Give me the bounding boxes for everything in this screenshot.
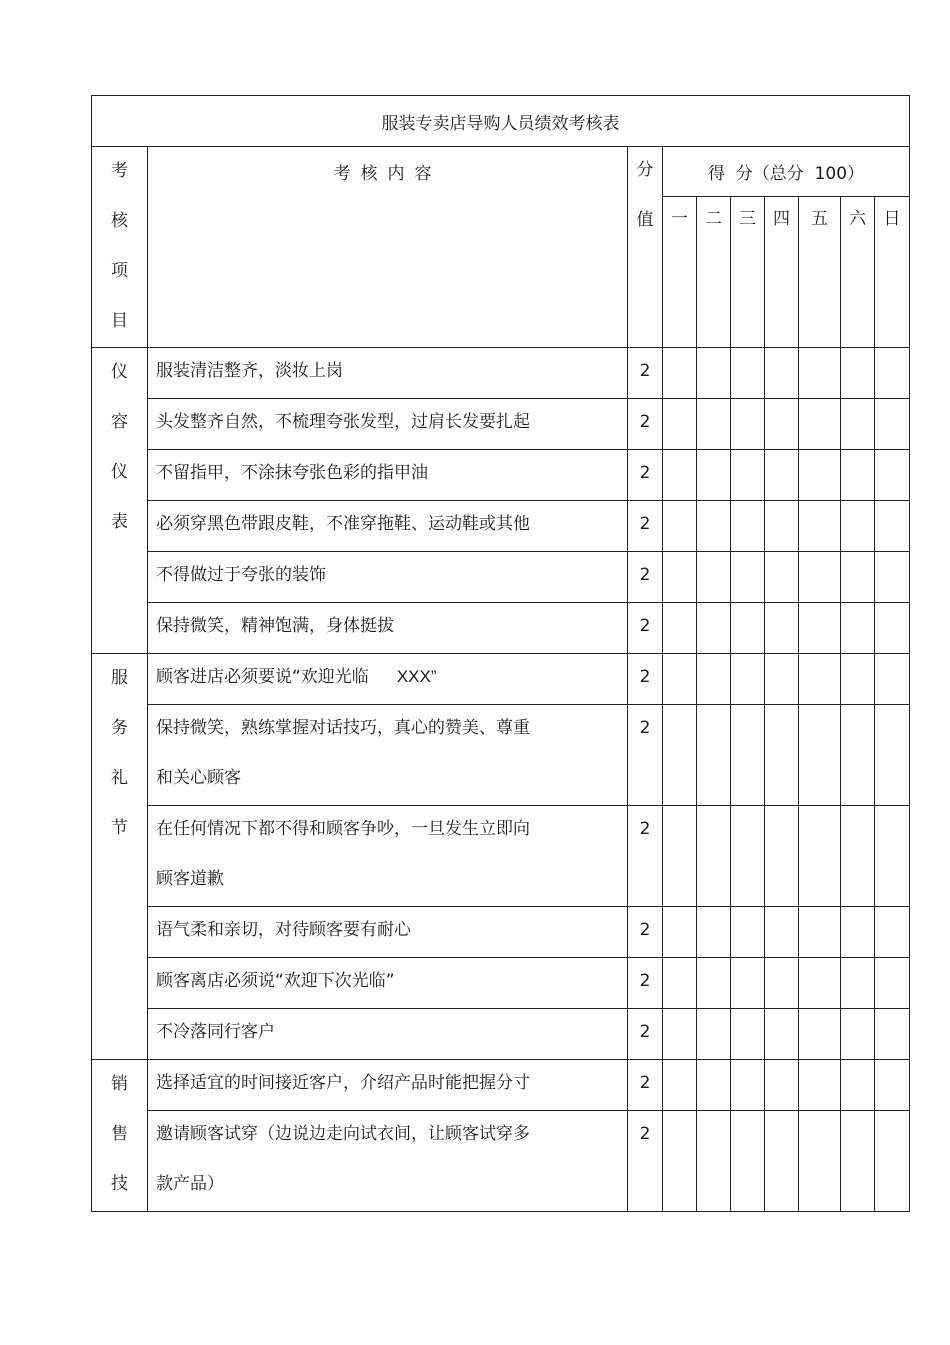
- criteria-text: [156, 1161, 627, 1211]
- value-cell: [628, 1009, 663, 1060]
- criteria-text: [156, 705, 627, 755]
- section-label-char: 容: [111, 412, 128, 432]
- criteria-text: [156, 1060, 627, 1110]
- score-cell[interactable]: [697, 552, 731, 603]
- header-content-label: [148, 147, 628, 348]
- value-text: 2: [639, 971, 651, 991]
- score-cell[interactable]: [799, 705, 841, 806]
- score-cell[interactable]: [799, 450, 841, 501]
- criteria-cell: [148, 501, 628, 552]
- score-cell[interactable]: [731, 806, 765, 907]
- score-cell[interactable]: [799, 552, 841, 603]
- value-cell: [628, 552, 663, 603]
- day-label: 四: [773, 209, 790, 230]
- section-label-char: 销: [111, 1074, 128, 1094]
- score-cell[interactable]: [799, 806, 841, 907]
- score-cell[interactable]: [663, 399, 697, 450]
- score-cell[interactable]: [765, 806, 799, 907]
- score-cell[interactable]: [875, 1111, 910, 1212]
- value-text: 2: [639, 565, 651, 585]
- score-cell[interactable]: [765, 399, 799, 450]
- score-cell[interactable]: [663, 501, 697, 552]
- score-cell[interactable]: [697, 958, 731, 1009]
- criteria-text: [156, 958, 627, 1008]
- criteria-text-body: 不冷落同行客户: [156, 1022, 275, 1042]
- criteria-text-body: 服装清洁整齐，淡妆上岗: [156, 361, 343, 381]
- value-cell: [628, 907, 663, 958]
- value-cell: [628, 1060, 663, 1111]
- table-row: [92, 907, 910, 958]
- score-cell[interactable]: [663, 1111, 697, 1212]
- score-cell[interactable]: [799, 958, 841, 1009]
- score-cell[interactable]: [875, 654, 910, 705]
- score-cell[interactable]: [875, 399, 910, 450]
- criteria-text-body: 和关心顾客: [156, 768, 241, 788]
- score-cell[interactable]: [841, 1009, 875, 1060]
- criteria-cell: [148, 654, 628, 705]
- score-cell[interactable]: [875, 907, 910, 958]
- score-cell[interactable]: [875, 806, 910, 907]
- day-header: [841, 197, 875, 348]
- score-cell[interactable]: [841, 501, 875, 552]
- score-cell[interactable]: [731, 603, 765, 654]
- criteria-text: [156, 907, 627, 957]
- score-cell[interactable]: [731, 348, 765, 399]
- value-text: 2: [639, 1022, 651, 1042]
- score-cell[interactable]: [841, 654, 875, 705]
- table-row: [92, 1009, 910, 1060]
- day-label: 五: [811, 209, 828, 230]
- day-label: 二: [705, 209, 722, 230]
- criteria-text-body: 不留指甲，不涂抹夸张色彩的指甲油: [156, 463, 428, 483]
- value-cell: [628, 958, 663, 1009]
- criteria-text-body: 不得做过于夸张的装饰: [156, 565, 326, 585]
- score-cell[interactable]: [765, 907, 799, 958]
- day-label: 一: [671, 209, 688, 230]
- value-text: 2: [639, 819, 651, 839]
- value-cell: [628, 1111, 663, 1212]
- score-cell[interactable]: [765, 1009, 799, 1060]
- day-label: 日: [883, 209, 901, 230]
- day-label: 六: [849, 209, 866, 230]
- section-label-char: 技: [111, 1174, 128, 1194]
- value-text: 2: [639, 1124, 651, 1144]
- criteria-text: [156, 755, 627, 805]
- form-title: 服装专卖店导购人员绩效考核表: [92, 96, 910, 147]
- score-cell[interactable]: [799, 603, 841, 654]
- score-cell[interactable]: [765, 1060, 799, 1111]
- score-cell[interactable]: [731, 1060, 765, 1111]
- score-cell[interactable]: [663, 1009, 697, 1060]
- score-cell[interactable]: [697, 603, 731, 654]
- score-cell[interactable]: [875, 1009, 910, 1060]
- score-cell[interactable]: [731, 552, 765, 603]
- criteria-cell: [148, 1111, 628, 1212]
- value-cell: [628, 501, 663, 552]
- table-row: [92, 1111, 910, 1212]
- criteria-text-body: 顾客道歉: [156, 869, 224, 889]
- score-cell[interactable]: [841, 907, 875, 958]
- score-cell[interactable]: [663, 958, 697, 1009]
- score-cell[interactable]: [663, 806, 697, 907]
- score-cell[interactable]: [875, 348, 910, 399]
- score-cell[interactable]: [663, 705, 697, 806]
- value-text: 2: [639, 616, 651, 636]
- table-row: [92, 552, 910, 603]
- score-cell[interactable]: [731, 907, 765, 958]
- section-label: [92, 1060, 148, 1212]
- score-cell[interactable]: [731, 705, 765, 806]
- table-row: [92, 654, 910, 705]
- score-cell[interactable]: [697, 399, 731, 450]
- day-header: [663, 197, 697, 348]
- score-cell[interactable]: [841, 348, 875, 399]
- day-header: [731, 197, 765, 348]
- score-cell[interactable]: [875, 450, 910, 501]
- criteria-text: [156, 348, 627, 398]
- score-cell[interactable]: [765, 1111, 799, 1212]
- score-cell[interactable]: [697, 450, 731, 501]
- score-cell[interactable]: [697, 1111, 731, 1212]
- criteria-cell: [148, 1060, 628, 1111]
- score-cell[interactable]: [765, 654, 799, 705]
- score-cell[interactable]: [765, 450, 799, 501]
- table-row: [92, 603, 910, 654]
- score-cell[interactable]: [875, 1060, 910, 1111]
- criteria-text: [156, 552, 627, 602]
- score-cell[interactable]: [663, 654, 697, 705]
- criteria-text-body: 选择适宜的时间接近客户，介绍产品时能把握分寸: [156, 1073, 530, 1093]
- value-cell: [628, 348, 663, 399]
- section-label-char: 仪: [111, 462, 128, 482]
- section-label-char: 服: [111, 668, 128, 688]
- day-header: [697, 197, 731, 348]
- score-cell[interactable]: [799, 654, 841, 705]
- value-text: 2: [639, 667, 651, 687]
- score-cell[interactable]: [765, 348, 799, 399]
- value-cell: [628, 705, 663, 806]
- criteria-text-body: 头发整齐自然，不梳理夸张发型，过肩长发要扎起: [156, 412, 530, 432]
- score-cell[interactable]: [731, 1009, 765, 1060]
- value-cell: [628, 654, 663, 705]
- score-cell[interactable]: [765, 501, 799, 552]
- day-header: [765, 197, 799, 348]
- value-cell: [628, 450, 663, 501]
- score-cell[interactable]: [765, 603, 799, 654]
- score-cell[interactable]: [663, 907, 697, 958]
- score-cell[interactable]: [841, 1060, 875, 1111]
- evaluation-form: [91, 95, 910, 1212]
- table-row: [92, 705, 910, 806]
- section-label-char: 表: [111, 512, 128, 532]
- value-text: 2: [639, 514, 651, 534]
- criteria-text-body: 款产品）: [156, 1174, 224, 1194]
- score-cell[interactable]: [663, 348, 697, 399]
- score-cell[interactable]: [841, 603, 875, 654]
- value-text: 2: [639, 920, 651, 940]
- criteria-cell: [148, 603, 628, 654]
- score-cell[interactable]: [697, 705, 731, 806]
- score-cell[interactable]: [731, 654, 765, 705]
- criteria-suffix: XXX”: [396, 667, 437, 686]
- criteria-cell: [148, 450, 628, 501]
- criteria-text: [156, 1009, 627, 1059]
- score-cell[interactable]: [875, 552, 910, 603]
- table-row: [92, 501, 910, 552]
- value-cell: [628, 806, 663, 907]
- table-row: [92, 1060, 910, 1111]
- header-item-char: 目: [111, 311, 128, 331]
- header-item-label: [92, 147, 148, 348]
- section-label-char: 售: [111, 1124, 128, 1144]
- criteria-text: [156, 501, 627, 551]
- score-cell[interactable]: [731, 1111, 765, 1212]
- score-cell[interactable]: [697, 1060, 731, 1111]
- score-cell[interactable]: [875, 705, 910, 806]
- value-text: 2: [639, 718, 651, 738]
- criteria-cell: [148, 348, 628, 399]
- criteria-text: [156, 856, 627, 906]
- table-row: [92, 450, 910, 501]
- score-cell[interactable]: [663, 450, 697, 501]
- value-text: 2: [639, 463, 651, 483]
- score-cell[interactable]: [799, 348, 841, 399]
- criteria-text: [156, 603, 627, 653]
- criteria-cell: [148, 907, 628, 958]
- score-cell[interactable]: [731, 399, 765, 450]
- criteria-text-body: 顾客进店必须要说“欢迎光临: [156, 667, 369, 687]
- score-cell[interactable]: [697, 1009, 731, 1060]
- score-cell[interactable]: [841, 450, 875, 501]
- score-cell[interactable]: [765, 552, 799, 603]
- criteria-text-body: 保持微笑，熟练掌握对话技巧，真心的赞美、尊重: [156, 718, 530, 738]
- table-row: [92, 399, 910, 450]
- section-label-char: 仪: [111, 362, 128, 382]
- table-row: [92, 958, 910, 1009]
- score-cell[interactable]: [841, 705, 875, 806]
- day-label: 三: [739, 209, 756, 230]
- value-text: 2: [639, 361, 651, 381]
- header-item-char: 项: [111, 261, 128, 281]
- score-cell[interactable]: [799, 1111, 841, 1212]
- criteria-cell: [148, 399, 628, 450]
- criteria-cell: [148, 705, 628, 806]
- score-cell[interactable]: [697, 654, 731, 705]
- score-cell[interactable]: [799, 399, 841, 450]
- table-row: [92, 348, 910, 399]
- header-content-text: 考核内容: [333, 164, 442, 184]
- score-cell[interactable]: [875, 603, 910, 654]
- day-header: [875, 197, 910, 348]
- score-cell[interactable]: [875, 958, 910, 1009]
- score-cell[interactable]: [697, 907, 731, 958]
- score-cell[interactable]: [697, 501, 731, 552]
- criteria-text-body: 邀请顾客试穿（边说边走向试衣间，让顾客试穿多: [156, 1124, 530, 1144]
- criteria-cell: [148, 552, 628, 603]
- criteria-text-body: 必须穿黑色带跟皮鞋，不准穿拖鞋、运动鞋或其他: [156, 514, 530, 534]
- day-header: [799, 197, 841, 348]
- score-cell[interactable]: [663, 1060, 697, 1111]
- section-label-char: 务: [111, 718, 128, 738]
- evaluation-table: [91, 95, 910, 1212]
- header-item-char: 考: [111, 161, 128, 181]
- criteria-cell: [148, 958, 628, 1009]
- score-cell[interactable]: [841, 958, 875, 1009]
- score-cell[interactable]: [799, 501, 841, 552]
- value-text: 2: [639, 412, 651, 432]
- value-text: 2: [639, 1073, 651, 1093]
- criteria-text-body: 保持微笑，精神饱满，身体挺拔: [156, 616, 394, 636]
- criteria-cell: [148, 806, 628, 907]
- section-label: [92, 348, 148, 654]
- score-cell[interactable]: [731, 450, 765, 501]
- table-row: [92, 806, 910, 907]
- score-cell[interactable]: [663, 552, 697, 603]
- score-cell[interactable]: [841, 552, 875, 603]
- score-cell[interactable]: [841, 399, 875, 450]
- header-value-char: 值: [636, 210, 654, 230]
- score-cell[interactable]: [799, 1060, 841, 1111]
- score-cell[interactable]: [765, 958, 799, 1009]
- score-cell[interactable]: [841, 1111, 875, 1212]
- header-value-label: [628, 147, 663, 348]
- score-cell[interactable]: [697, 348, 731, 399]
- score-cell[interactable]: [875, 501, 910, 552]
- criteria-text: [156, 399, 627, 449]
- criteria-text: [156, 654, 627, 704]
- score-cell[interactable]: [841, 806, 875, 907]
- header-value-char: 分: [636, 160, 654, 180]
- score-cell[interactable]: [731, 958, 765, 1009]
- value-cell: [628, 399, 663, 450]
- section-label-char: 礼: [111, 768, 128, 788]
- score-cell[interactable]: [731, 501, 765, 552]
- criteria-text-body: 语气柔和亲切，对待顾客要有耐心: [156, 920, 411, 940]
- criteria-text: [156, 450, 627, 500]
- score-cell[interactable]: [663, 603, 697, 654]
- criteria-cell: [148, 1009, 628, 1060]
- value-cell: [628, 603, 663, 654]
- criteria-text: [156, 1111, 627, 1161]
- criteria-text: [156, 806, 627, 856]
- section-label: [92, 654, 148, 1060]
- header-item-char: 核: [111, 211, 128, 231]
- score-cell[interactable]: [799, 907, 841, 958]
- header-score-label: 得 分（总分 100）: [663, 147, 910, 197]
- criteria-text-body: 在任何情况下都不得和顾客争吵，一旦发生立即向: [156, 819, 530, 839]
- score-cell[interactable]: [697, 806, 731, 907]
- score-cell[interactable]: [765, 705, 799, 806]
- section-label-char: 节: [111, 818, 128, 838]
- score-cell[interactable]: [799, 1009, 841, 1060]
- criteria-text-body: 顾客离店必须说“欢迎下次光临”: [156, 971, 395, 991]
